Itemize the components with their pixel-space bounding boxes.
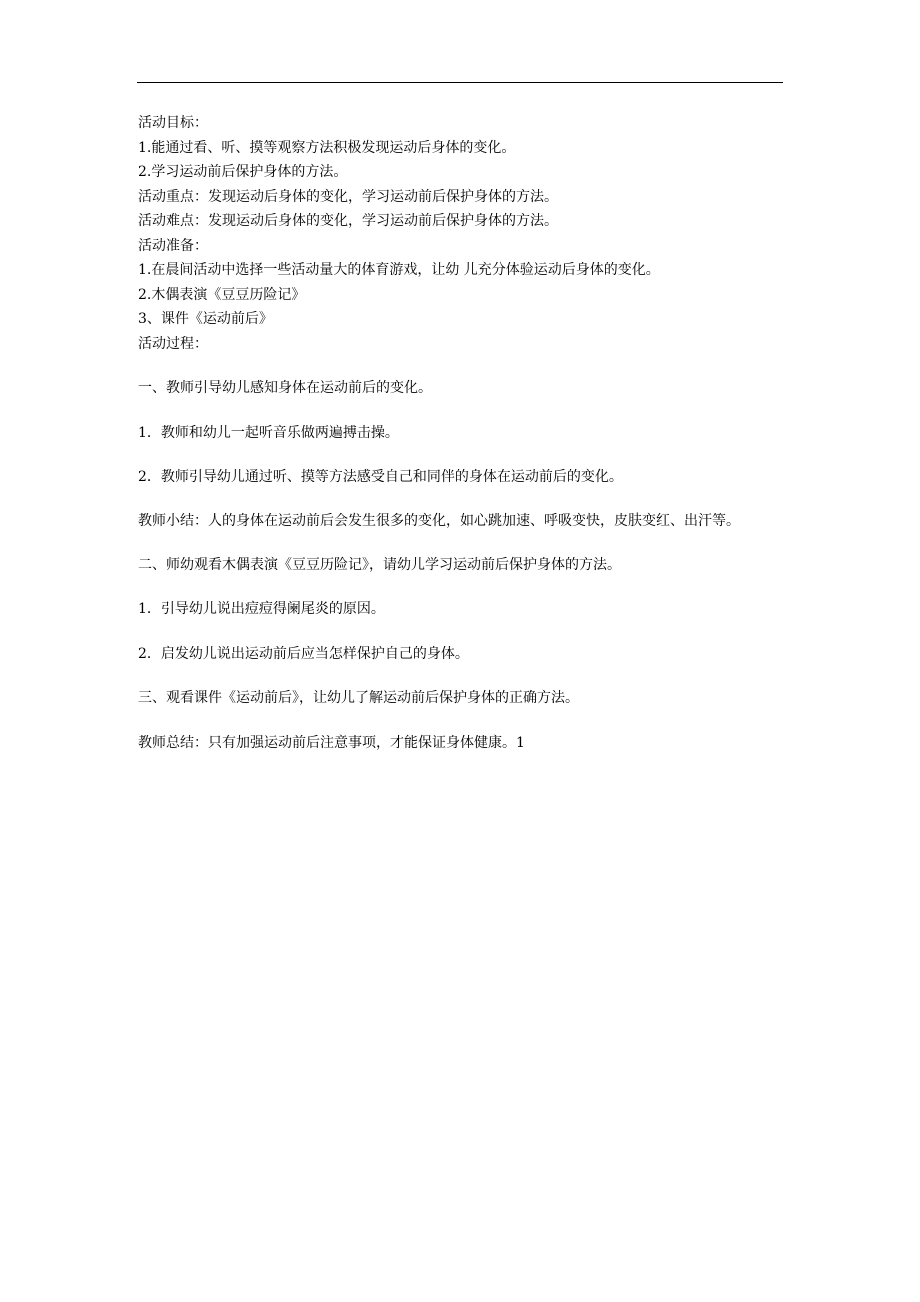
header-rule: [137, 82, 783, 83]
spacer: [138, 490, 784, 510]
process-2-step-2: 2．启发幼儿说出运动前后应当怎样保护自己的身体。: [138, 645, 469, 662]
teacher-conclusion: 教师总结：只有加强运动前后注意事项，才能保证身体健康。1: [138, 734, 525, 751]
key-point: 活动重点：发现运动后身体的变化，学习运动前后保护身体的方法。: [138, 188, 558, 205]
heading-process: 活动过程：: [138, 335, 208, 352]
objective-1: 1.能通过看、听、摸等观察方法积极发现运动后身体的变化。: [138, 139, 516, 156]
difficult-point: 活动难点：发现运动后身体的变化，学习运动前后保护身体的方法。: [138, 213, 558, 229]
spacer: [138, 622, 784, 642]
spacer: [138, 533, 784, 553]
process-2-step-1: 1．引导幼儿说出痘痘得阑尾炎的原因。: [138, 601, 385, 617]
spacer: [138, 356, 784, 376]
teacher-summary: 教师小结：人的身体在运动前后会发生很多的变化，如心跳加速、呼吸变快，皮肤变红、出汗等。: [138, 512, 740, 529]
preparation-1: 1.在晨间活动中选择一些活动量大的体育游戏，让幼 儿充分体验运动后身体的变化。: [138, 262, 660, 278]
process-1-step-2: 2．教师引导幼儿通过听、摸等方法感受自己和同伴的身体在运动前后的变化。: [138, 469, 623, 485]
spacer: [138, 577, 784, 597]
document-body: [138, 111, 784, 755]
process-section-1: 一、教师引导幼儿感知身体在运动前后的变化。: [138, 380, 432, 396]
spacer: [138, 711, 784, 731]
process-section-3: 三、观看课件《运动前后》，让幼儿了解运动前后保护身体的正确方法。: [138, 690, 579, 706]
heading-preparation: 活动准备：: [138, 237, 208, 254]
process-section-2: 二、师幼观看木偶表演《豆豆历险记》，请幼儿学习运动前后保护身体的方法。: [138, 556, 621, 573]
spacer: [138, 666, 784, 686]
spacer: [138, 401, 784, 421]
process-1-step-1: 1．教师和幼儿一起听音乐做两遍搏击操。: [138, 424, 399, 441]
heading-objectives: 活动目标：: [138, 115, 208, 131]
objective-2: 2.学习运动前后保护身体的方法。: [138, 164, 348, 180]
spacer: [138, 445, 784, 465]
preparation-3: 3、课件《运动前后》: [138, 311, 273, 327]
preparation-2: 2.木偶表演《豆豆历险记》: [138, 286, 306, 303]
